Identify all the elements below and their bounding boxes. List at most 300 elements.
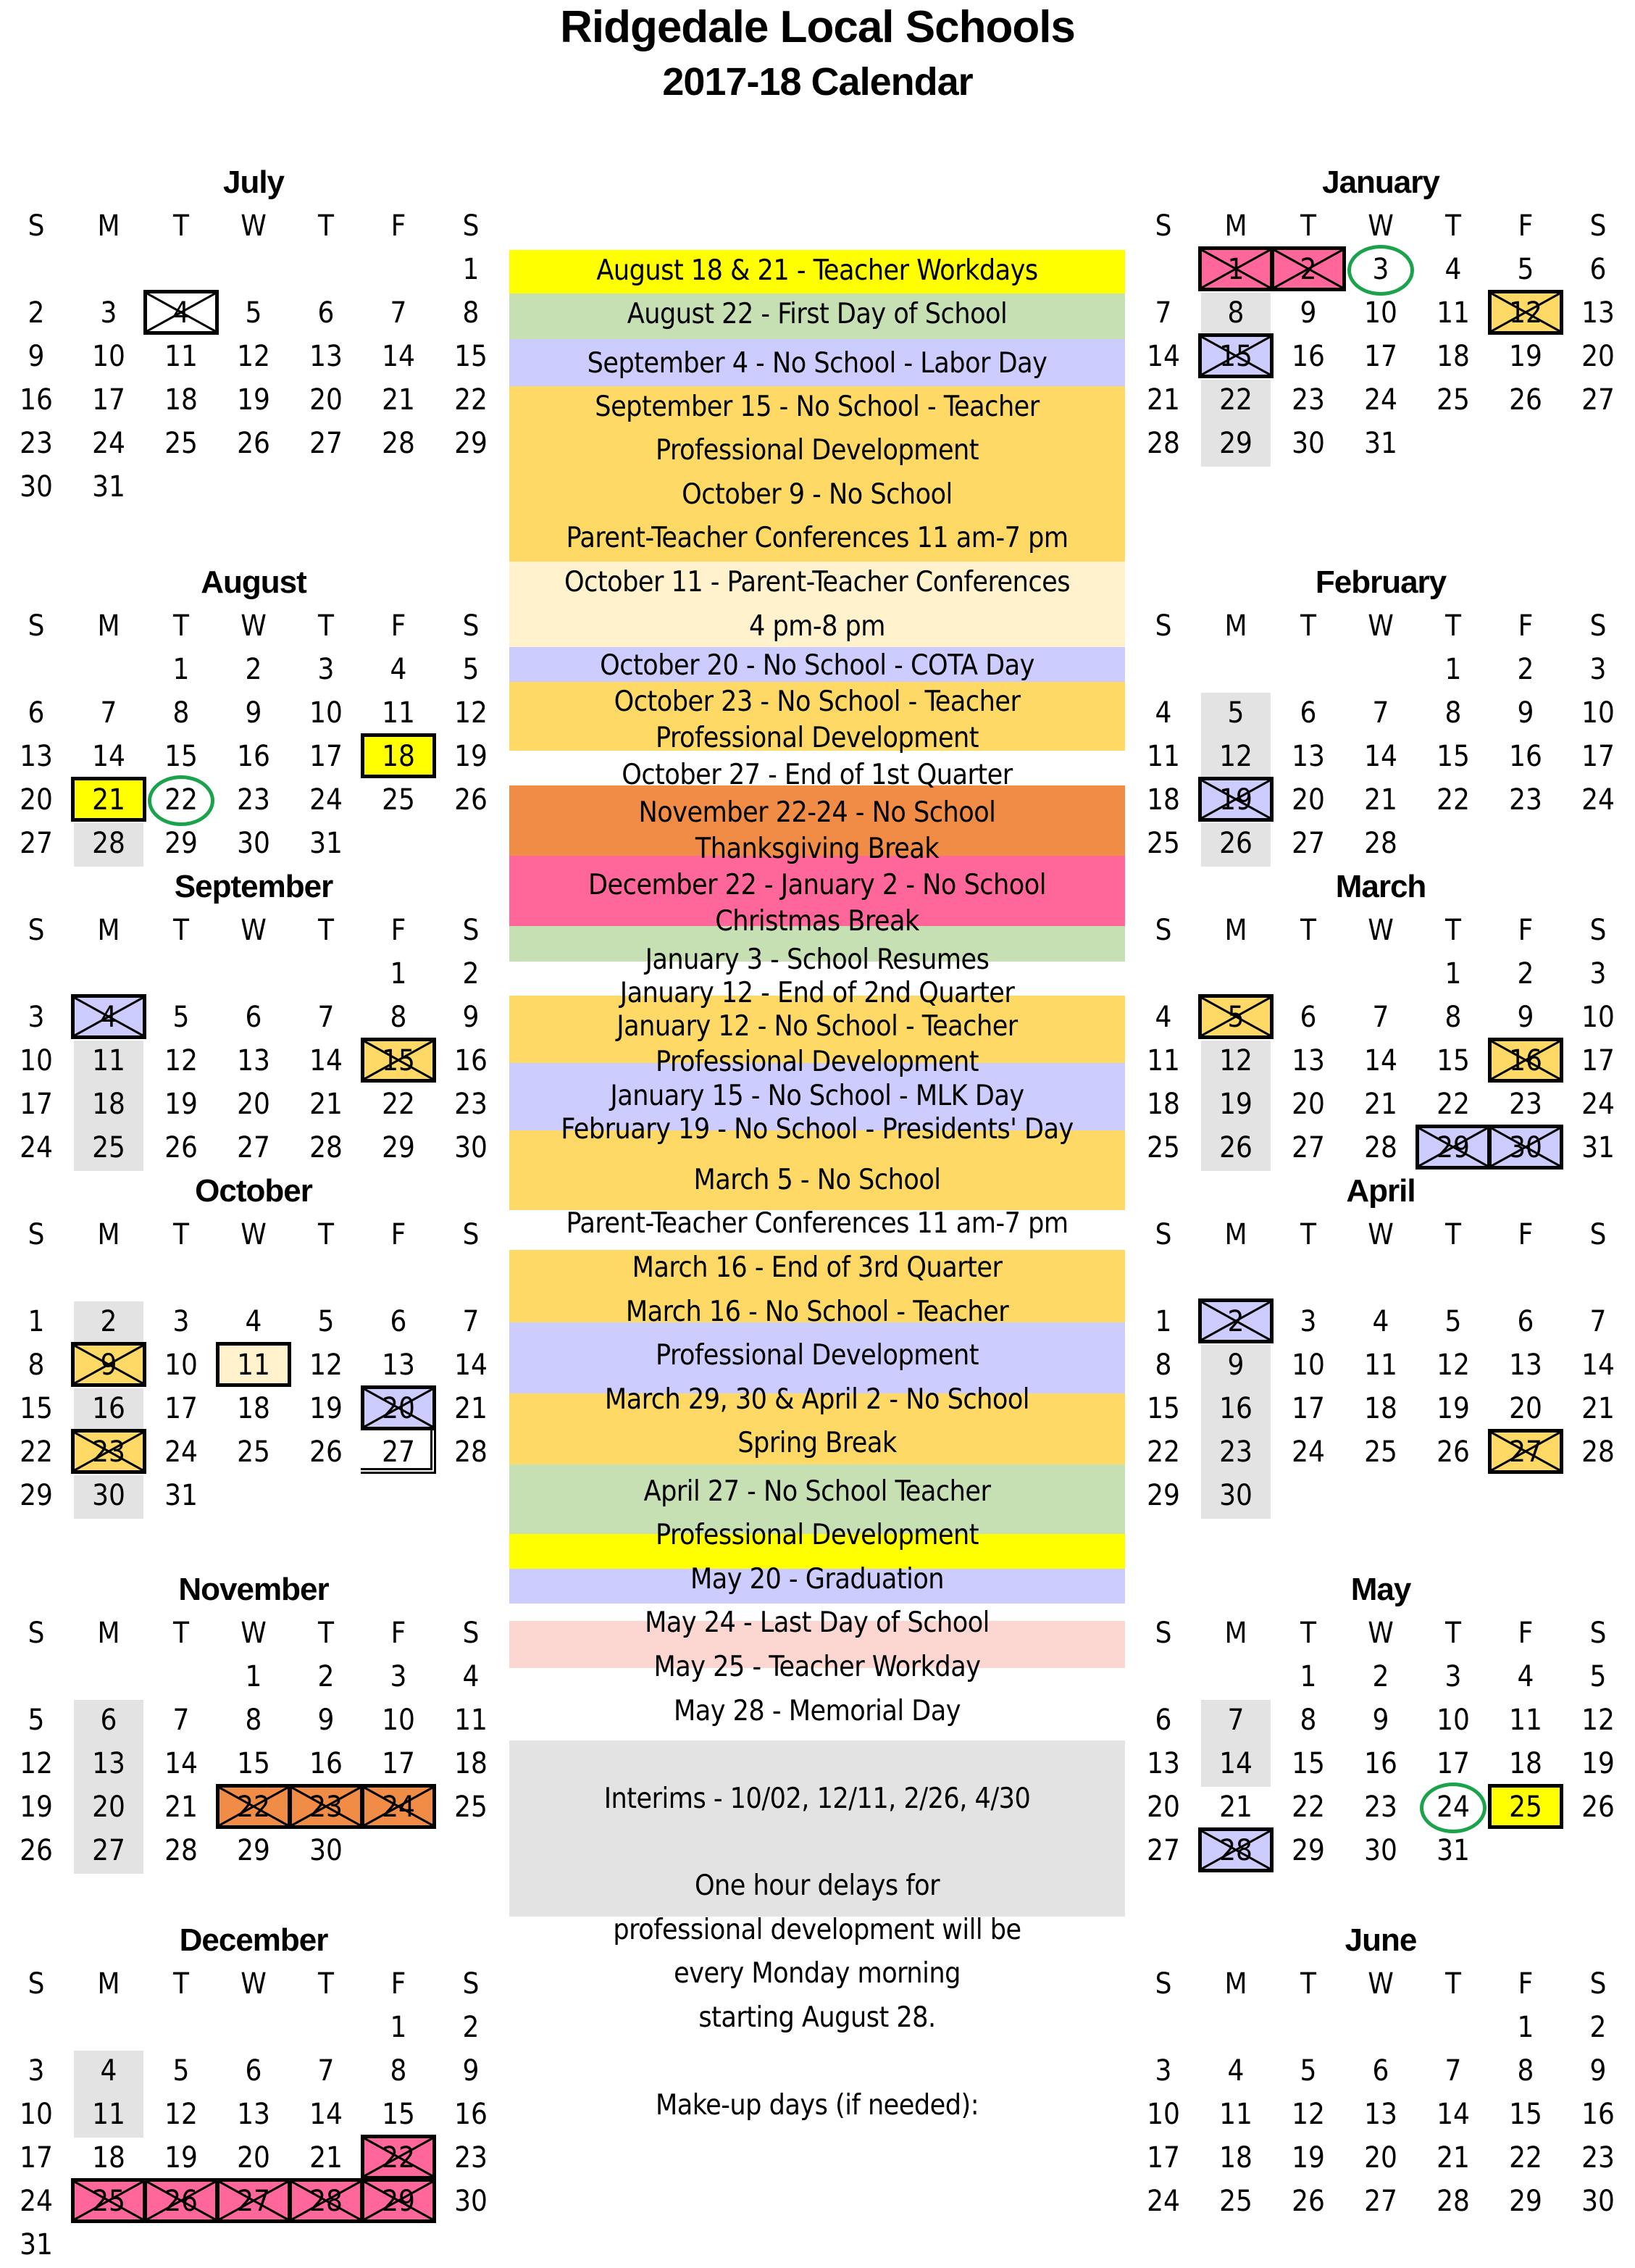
calendar-day: 27 bbox=[309, 427, 343, 460]
calendar-day: 10 bbox=[309, 696, 343, 730]
calendar-day: 26 bbox=[164, 1131, 198, 1164]
calendar-day: 18 bbox=[382, 740, 415, 773]
calendar-day: 23 bbox=[1292, 383, 1325, 417]
month-july bbox=[0, 162, 507, 510]
weekday-header: S bbox=[462, 609, 480, 643]
calendar-day: 1 bbox=[1444, 653, 1462, 686]
calendar-day: 25 bbox=[92, 1131, 125, 1164]
calendar-day: 25 bbox=[1509, 1790, 1542, 1824]
calendar-day: 26 bbox=[309, 1435, 343, 1469]
calendar-day: 10 bbox=[1147, 2098, 1180, 2131]
calendar-day: 19 bbox=[164, 2141, 198, 2175]
month-title: July bbox=[222, 164, 285, 200]
calendar-day: 10 bbox=[164, 1348, 198, 1382]
calendar-day: 13 bbox=[237, 2098, 270, 2131]
calendar-day: 21 bbox=[1219, 1790, 1253, 1824]
weekday-header: T bbox=[1300, 1218, 1316, 1251]
calendar-day: 3 bbox=[28, 1001, 45, 1034]
calendar-day: 1 bbox=[1300, 1660, 1317, 1693]
calendar-day: 31 bbox=[92, 470, 125, 504]
calendar-day: 10 bbox=[20, 1044, 53, 1077]
calendar-day: 31 bbox=[1364, 427, 1397, 460]
calendar-day: 12 bbox=[1581, 1704, 1615, 1737]
calendar-day: 1 bbox=[172, 653, 190, 686]
weekday-header: M bbox=[97, 209, 120, 243]
month-title: February bbox=[1315, 564, 1447, 600]
calendar-day: 15 bbox=[1219, 340, 1253, 373]
calendar-day: 13 bbox=[1292, 740, 1325, 773]
calendar-day: 19 bbox=[1219, 1088, 1253, 1121]
calendar-day: 23 bbox=[1509, 1088, 1542, 1121]
weekday-header: S bbox=[462, 209, 480, 243]
calendar-day: 11 bbox=[1219, 2098, 1253, 2131]
calendar-day: 21 bbox=[1437, 2141, 1470, 2175]
calendar-day: 29 bbox=[454, 427, 488, 460]
weekday-header: F bbox=[1518, 1218, 1534, 1251]
month-april bbox=[1127, 1171, 1634, 1519]
calendar-day: 15 bbox=[20, 1392, 53, 1425]
weekday-header: S bbox=[1155, 1617, 1172, 1650]
weekday-header: W bbox=[1368, 1617, 1394, 1650]
calendar-day: 21 bbox=[309, 2141, 343, 2175]
calendar-day: 8 bbox=[28, 1348, 45, 1382]
calendar-day: 4 bbox=[462, 1660, 480, 1693]
calendar-day: 13 bbox=[20, 740, 53, 773]
weekday-header: F bbox=[390, 609, 406, 643]
calendar-day: 24 bbox=[164, 1435, 198, 1469]
weekday-header: T bbox=[318, 914, 334, 947]
calendar-day: 18 bbox=[1219, 2141, 1253, 2175]
calendar-day: 4 bbox=[390, 653, 407, 686]
weekday-header: T bbox=[173, 1218, 189, 1251]
calendar-day: 19 bbox=[1509, 340, 1542, 373]
weekday-header: S bbox=[1155, 209, 1172, 243]
calendar-day: 27 bbox=[382, 1435, 415, 1469]
calendar-day: 20 bbox=[92, 1790, 125, 1824]
calendar-day: 29 bbox=[1437, 1131, 1470, 1164]
calendar-day: 14 bbox=[1437, 2098, 1470, 2131]
calendar-day: 5 bbox=[245, 296, 262, 330]
calendar-day: 17 bbox=[1581, 740, 1615, 773]
weekday-header: S bbox=[1589, 609, 1607, 643]
calendar-day: 16 bbox=[454, 2098, 488, 2131]
calendar-day: 29 bbox=[382, 1131, 415, 1164]
calendar-day: 27 bbox=[1364, 2185, 1397, 2218]
calendar-day: 22 bbox=[1219, 383, 1253, 417]
calendar-day: 23 bbox=[1509, 783, 1542, 817]
calendar-day: 16 bbox=[1219, 1392, 1253, 1425]
calendar-day: 17 bbox=[164, 1392, 198, 1425]
month-march bbox=[1127, 867, 1634, 1214]
calendar-day: 8 bbox=[1444, 1001, 1462, 1034]
calendar-day: 5 bbox=[172, 1001, 190, 1034]
calendar-day: 26 bbox=[20, 1834, 53, 1867]
calendar-day: 24 bbox=[382, 1790, 415, 1824]
calendar-day: 2 bbox=[1372, 1660, 1389, 1693]
calendar-day: 2 bbox=[28, 296, 45, 330]
calendar-day: 11 bbox=[1509, 1704, 1542, 1737]
calendar-day: 15 bbox=[454, 340, 488, 373]
calendar-day: 13 bbox=[237, 1044, 270, 1077]
weekday-header: M bbox=[97, 1218, 120, 1251]
legend-text: May 28 - Memorial Day bbox=[673, 1695, 961, 1727]
calendar-day: 12 bbox=[1509, 296, 1542, 330]
calendar-day: 11 bbox=[454, 1704, 488, 1737]
legend-text: March 29, 30 & April 2 - No School bbox=[604, 1383, 1030, 1416]
calendar-day: 24 bbox=[1581, 1088, 1615, 1121]
calendar-day: 4 bbox=[1155, 1001, 1172, 1034]
legend-text: November 22-24 - No School bbox=[638, 796, 996, 829]
calendar-day: 6 bbox=[390, 1305, 407, 1338]
weekday-header: F bbox=[390, 209, 406, 243]
calendar-day: 3 bbox=[390, 1660, 407, 1693]
calendar-day: 30 bbox=[1364, 1834, 1397, 1867]
calendar-day: 21 bbox=[1147, 383, 1180, 417]
calendar-day: 15 bbox=[1437, 740, 1470, 773]
calendar-day: 21 bbox=[454, 1392, 488, 1425]
calendar-day: 23 bbox=[92, 1435, 125, 1469]
calendar-day: 9 bbox=[317, 1704, 335, 1737]
calendar-day: 24 bbox=[92, 427, 125, 460]
month-may bbox=[1127, 1569, 1634, 1917]
weekday-header: T bbox=[1300, 209, 1316, 243]
calendar-day: 9 bbox=[28, 340, 45, 373]
calendar-day: 23 bbox=[237, 783, 270, 817]
calendar-day: 21 bbox=[309, 1088, 343, 1121]
calendar-day: 23 bbox=[20, 427, 53, 460]
calendar-day: 16 bbox=[20, 383, 53, 417]
calendar-day: 1 bbox=[1444, 957, 1462, 991]
legend-text: March 16 - End of 3rd Quarter bbox=[632, 1251, 1003, 1284]
legend-text: Professional Development bbox=[655, 434, 979, 467]
calendar-day: 2 bbox=[317, 1660, 335, 1693]
calendar-day: 5 bbox=[1517, 253, 1534, 286]
calendar-day: 16 bbox=[237, 740, 270, 773]
weekday-header: S bbox=[28, 1967, 45, 2001]
calendar-day: 3 bbox=[1372, 253, 1389, 286]
calendar-day: 11 bbox=[382, 696, 415, 730]
calendar-day: 4 bbox=[1372, 1305, 1389, 1338]
calendar-day: 8 bbox=[390, 1001, 407, 1034]
legend-text: 4 pm-8 pm bbox=[748, 610, 885, 643]
calendar-day: 6 bbox=[1372, 2054, 1389, 2088]
calendar-day: 27 bbox=[1509, 1435, 1542, 1469]
calendar-day: 30 bbox=[454, 2185, 488, 2218]
calendar-day: 29 bbox=[1509, 2185, 1542, 2218]
weekday-header: W bbox=[241, 1967, 267, 2001]
calendar-day: 22 bbox=[382, 1088, 415, 1121]
calendar-day: 18 bbox=[1509, 1747, 1542, 1780]
calendar-day: 25 bbox=[237, 1435, 270, 1469]
weekday-header: T bbox=[1445, 1617, 1461, 1650]
calendar-day: 31 bbox=[1581, 1131, 1615, 1164]
legend-text: Professional Development bbox=[655, 1519, 979, 1551]
calendar-day: 30 bbox=[1292, 427, 1325, 460]
month-february bbox=[1127, 562, 1634, 910]
calendar-day: 4 bbox=[245, 1305, 262, 1338]
calendar-day: 26 bbox=[1219, 1131, 1253, 1164]
calendar-day: 7 bbox=[172, 1704, 190, 1737]
calendar-day: 20 bbox=[1147, 1790, 1180, 1824]
calendar-day: 19 bbox=[309, 1392, 343, 1425]
calendar-day: 3 bbox=[172, 1305, 190, 1338]
calendar-day: 7 bbox=[1444, 2054, 1462, 2088]
calendar-day: 5 bbox=[1227, 1001, 1245, 1034]
calendar-day: 27 bbox=[92, 1834, 125, 1867]
legend-text: October 23 - No School - Teacher bbox=[614, 685, 1021, 718]
calendar-day: 9 bbox=[1517, 696, 1534, 730]
calendar-day: 21 bbox=[382, 383, 415, 417]
calendar-day: 13 bbox=[382, 1348, 415, 1382]
weekday-header: S bbox=[462, 914, 480, 947]
calendar-day: 7 bbox=[462, 1305, 480, 1338]
calendar-day: 14 bbox=[309, 2098, 343, 2131]
weekday-header: F bbox=[390, 1617, 406, 1650]
calendar-day: 28 bbox=[454, 1435, 488, 1469]
calendar-day: 21 bbox=[164, 1790, 198, 1824]
calendar-day: 28 bbox=[1147, 427, 1180, 460]
calendar-day: 20 bbox=[382, 1392, 415, 1425]
calendar-day: 10 bbox=[92, 340, 125, 373]
calendar-day: 24 bbox=[1437, 1790, 1470, 1824]
calendar-day: 9 bbox=[1300, 296, 1317, 330]
calendar-day: 11 bbox=[1147, 740, 1180, 773]
calendar-day: 15 bbox=[1509, 2098, 1542, 2131]
legend-text: October 9 - No School bbox=[682, 478, 953, 511]
month-title: January bbox=[1322, 164, 1439, 200]
calendar-day: 5 bbox=[1227, 696, 1245, 730]
calendar-day: 23 bbox=[1219, 1435, 1253, 1469]
calendar-day: 14 bbox=[1364, 1044, 1397, 1077]
weekday-header: F bbox=[1518, 1967, 1534, 2001]
calendar-day: 5 bbox=[1589, 1660, 1607, 1693]
calendar-day: 19 bbox=[454, 740, 488, 773]
calendar-day: 14 bbox=[92, 740, 125, 773]
calendar-day: 22 bbox=[382, 2141, 415, 2175]
calendar-day: 18 bbox=[164, 383, 198, 417]
calendar-day: 30 bbox=[454, 1131, 488, 1164]
calendar-day: 22 bbox=[1147, 1435, 1180, 1469]
calendar-day: 28 bbox=[382, 427, 415, 460]
calendar-day: 6 bbox=[317, 296, 335, 330]
calendar-day: 14 bbox=[1364, 740, 1397, 773]
legend-text: every Monday morning bbox=[674, 1957, 961, 1990]
legend-text: August 22 - First Day of School bbox=[627, 298, 1008, 330]
month-title: June bbox=[1345, 1922, 1417, 1958]
calendar-day: 22 bbox=[1437, 783, 1470, 817]
legend-text: January 12 - No School - Teacher bbox=[616, 1010, 1018, 1043]
legend-text: October 20 - No School - COTA Day bbox=[600, 649, 1034, 682]
weekday-header: M bbox=[1224, 609, 1247, 643]
weekday-header: T bbox=[1300, 609, 1316, 643]
calendar-day: 12 bbox=[164, 1044, 198, 1077]
calendar-day: 8 bbox=[1155, 1348, 1172, 1382]
weekday-header: S bbox=[1589, 209, 1607, 243]
legend-text: March 16 - No School - Teacher bbox=[625, 1296, 1009, 1328]
calendar-day: 31 bbox=[20, 2228, 53, 2261]
weekday-header: M bbox=[97, 1967, 120, 2001]
calendar-day: 16 bbox=[309, 1747, 343, 1780]
weekday-header: T bbox=[318, 1617, 334, 1650]
calendar-day: 10 bbox=[1437, 1704, 1470, 1737]
weekday-header: W bbox=[241, 914, 267, 947]
weekday-header: T bbox=[1445, 209, 1461, 243]
calendar-day: 25 bbox=[1437, 383, 1470, 417]
weekday-header: W bbox=[241, 1617, 267, 1650]
calendar-day: 2 bbox=[1227, 1305, 1245, 1338]
calendar-day: 4 bbox=[100, 1001, 117, 1034]
weekday-header: T bbox=[173, 1617, 189, 1650]
calendar-day: 17 bbox=[1581, 1044, 1615, 1077]
calendar-day: 13 bbox=[1292, 1044, 1325, 1077]
weekday-header: W bbox=[1368, 609, 1394, 643]
calendar-day: 5 bbox=[1444, 1305, 1462, 1338]
weekday-header: M bbox=[97, 1617, 120, 1650]
calendar-day: 23 bbox=[454, 2141, 488, 2175]
calendar-day: 24 bbox=[1147, 2185, 1180, 2218]
weekday-header: T bbox=[173, 914, 189, 947]
calendar-day: 17 bbox=[1364, 340, 1397, 373]
weekday-header: S bbox=[1155, 1218, 1172, 1251]
weekday-header: M bbox=[1224, 1967, 1247, 2001]
calendar-day: 25 bbox=[1147, 1131, 1180, 1164]
calendar-day: 22 bbox=[454, 383, 488, 417]
calendar-day: 12 bbox=[1437, 1348, 1470, 1382]
calendar-day: 27 bbox=[20, 827, 53, 860]
calendar-day: 4 bbox=[1155, 696, 1172, 730]
calendar-day: 7 bbox=[100, 696, 117, 730]
calendar-day: 26 bbox=[1219, 827, 1253, 860]
calendar-day: 29 bbox=[1147, 1479, 1180, 1512]
calendar-day: 10 bbox=[1364, 296, 1397, 330]
month-title: September bbox=[174, 869, 333, 904]
weekday-header: S bbox=[1589, 914, 1607, 947]
weekday-header: M bbox=[97, 609, 120, 643]
page-title: Ridgedale Local Schools bbox=[560, 2, 1075, 52]
legend-text: September 4 - No School - Labor Day bbox=[587, 347, 1048, 380]
calendar-day: 18 bbox=[92, 2141, 125, 2175]
calendar-day: 22 bbox=[1292, 1790, 1325, 1824]
calendar-day: 4 bbox=[172, 296, 190, 330]
calendar-day: 8 bbox=[1300, 1704, 1317, 1737]
calendar-day: 27 bbox=[237, 1131, 270, 1164]
calendar-day: 28 bbox=[92, 827, 125, 860]
calendar-day: 6 bbox=[1300, 696, 1317, 730]
legend-text: January 15 - No School - MLK Day bbox=[610, 1080, 1024, 1112]
weekday-header: T bbox=[1300, 1967, 1316, 2001]
calendar-day: 10 bbox=[1581, 696, 1615, 730]
calendar-day: 25 bbox=[1147, 827, 1180, 860]
weekday-header: W bbox=[1368, 209, 1394, 243]
weekday-header: S bbox=[1155, 609, 1172, 643]
calendar-day: 28 bbox=[1219, 1834, 1253, 1867]
calendar-day: 30 bbox=[20, 470, 53, 504]
calendar-day: 2 bbox=[1517, 653, 1534, 686]
calendar-day: 19 bbox=[164, 1088, 198, 1121]
weekday-header: S bbox=[1155, 1967, 1172, 2001]
calendar-day: 1 bbox=[390, 2011, 407, 2044]
calendar-day: 30 bbox=[1581, 2185, 1615, 2218]
weekday-header: W bbox=[1368, 1218, 1394, 1251]
calendar-day: 14 bbox=[164, 1747, 198, 1780]
weekday-header: F bbox=[1518, 1617, 1534, 1650]
legend-text: Interims - 10/02, 12/11, 2/26, 4/30 bbox=[603, 1783, 1031, 1815]
weekday-header: T bbox=[318, 1967, 334, 2001]
calendar-day: 3 bbox=[100, 296, 117, 330]
calendar-day: 10 bbox=[20, 2098, 53, 2131]
calendar-day: 9 bbox=[1372, 1704, 1389, 1737]
calendar-day: 27 bbox=[237, 2185, 270, 2218]
legend-text: September 15 - No School - Teacher bbox=[595, 391, 1040, 423]
calendar-day: 5 bbox=[172, 2054, 190, 2088]
calendar-day: 3 bbox=[317, 653, 335, 686]
legend-text: May 24 - Last Day of School bbox=[645, 1606, 990, 1639]
calendar-day: 18 bbox=[92, 1088, 125, 1121]
calendar-day: 27 bbox=[1581, 383, 1615, 417]
calendar-day: 31 bbox=[164, 1479, 198, 1512]
calendar-day: 19 bbox=[1219, 783, 1253, 817]
weekday-header: T bbox=[1445, 1967, 1461, 2001]
calendar-day: 1 bbox=[245, 1660, 262, 1693]
calendar-day: 1 bbox=[1155, 1305, 1172, 1338]
calendar-day: 1 bbox=[390, 957, 407, 991]
calendar-day: 8 bbox=[1444, 696, 1462, 730]
calendar-day: 24 bbox=[20, 2185, 53, 2218]
legend-text: March 5 - No School bbox=[693, 1164, 941, 1196]
calendar-day: 18 bbox=[1147, 783, 1180, 817]
calendar-day: 27 bbox=[1147, 1834, 1180, 1867]
calendar-day: 28 bbox=[309, 2185, 343, 2218]
month-title: November bbox=[178, 1572, 329, 1607]
calendar-day: 25 bbox=[92, 2185, 125, 2218]
calendar-day: 4 bbox=[1227, 2054, 1245, 2088]
weekday-header: F bbox=[1518, 914, 1534, 947]
calendar-day: 8 bbox=[1517, 2054, 1534, 2088]
weekday-header: T bbox=[318, 1218, 334, 1251]
calendar-day: 29 bbox=[164, 827, 198, 860]
calendar-day: 17 bbox=[1147, 2141, 1180, 2175]
calendar-day: 22 bbox=[164, 783, 198, 817]
calendar-day: 29 bbox=[237, 1834, 270, 1867]
calendar-day: 25 bbox=[382, 783, 415, 817]
weekday-header: S bbox=[28, 1218, 45, 1251]
weekday-header: T bbox=[173, 609, 189, 643]
calendar-day: 9 bbox=[1589, 2054, 1607, 2088]
legend-text: October 27 - End of 1st Quarter bbox=[622, 759, 1013, 791]
legend-text: January 12 - End of 2nd Quarter bbox=[619, 977, 1015, 1009]
calendar-day: 2 bbox=[462, 2011, 480, 2044]
month-december bbox=[0, 1920, 507, 2268]
calendar-day: 12 bbox=[1219, 1044, 1253, 1077]
calendar-day: 9 bbox=[1227, 1348, 1245, 1382]
month-january bbox=[1127, 162, 1634, 510]
calendar-day: 29 bbox=[20, 1479, 53, 1512]
calendar-day: 24 bbox=[1292, 1435, 1325, 1469]
month-title: August bbox=[201, 564, 306, 600]
legend-panel bbox=[509, 0, 1125, 2267]
calendar-day: 13 bbox=[309, 340, 343, 373]
calendar-day: 23 bbox=[1364, 1790, 1397, 1824]
calendar-day: 1 bbox=[1517, 2011, 1534, 2044]
weekday-header: M bbox=[97, 914, 120, 947]
calendar-day: 28 bbox=[1437, 2185, 1470, 2218]
calendar-day: 20 bbox=[1292, 783, 1325, 817]
legend-text: January 3 - School Resumes bbox=[645, 943, 990, 976]
calendar-day: 7 bbox=[1589, 1305, 1607, 1338]
calendar-day: 28 bbox=[1364, 827, 1397, 860]
calendar-day: 4 bbox=[1517, 1660, 1534, 1693]
weekday-header: S bbox=[462, 1967, 480, 2001]
